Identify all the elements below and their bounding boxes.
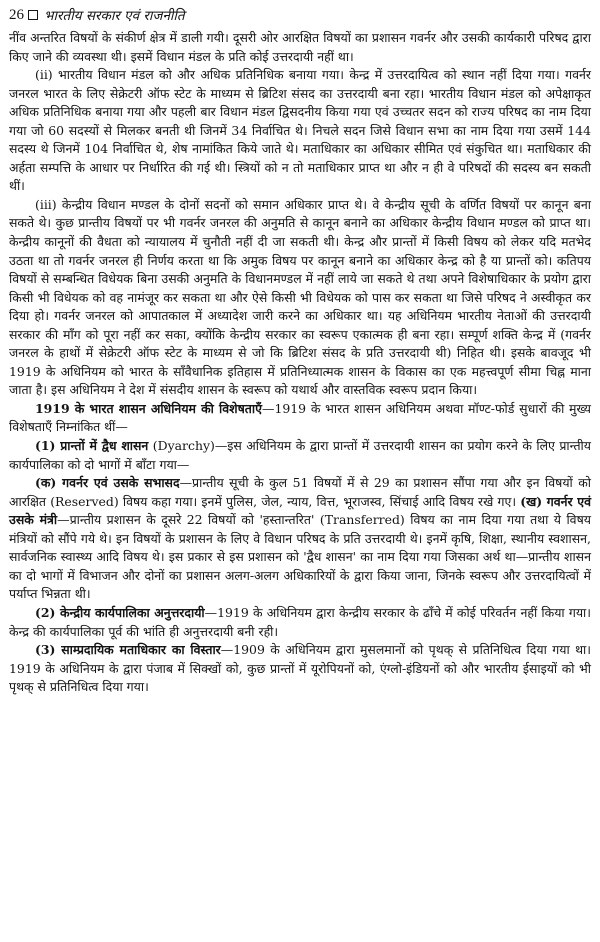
square-bullet-icon [28, 10, 38, 20]
paragraph-2: (ii) भारतीय विधान मंडल को और अधिक प्रतिनिधिक बनाया गया। केन्द्र में उत्तरदायित्व को स्थान नहीं दिया गया। गवर्नर जनरल भारत के लिए सेक्रेटरी ऑफ स्टेट के माध्यम से ब्रिटिश संसद का उत्तरदायी बना रहा। भारतीय विधान मंडल को अपेक्षाकृत अधिक प्रतिनिधिक बनाया गया और पहली बार विधान मंडल द्विसदनीय किया गया एवं उच्चतर सदन को राज्य परिषद का नाम दिया गया जो 60 सदस्यों से मिलकर बनती थी जिनमें 34 निर्वाचित थे। निचले सदन जिसे विधान सभा का नाम दिया गया उसमें 144 सदस्य थे जिनमें 104 निर्वाचित थे, शेष नामांकित किये जाते थे। मताधिकार का अधिकार सीमित एवं संकुचित था। मताधिकार की अर्हता सम्पत्ति के आधार पर निर्धारित की गई थी। स्त्रियों को न तो मताधिकार प्राप्त था और न ही वे परिषदों की सदस्य बन सकती थीं। [9, 67, 591, 194]
sub-point-a-heading: (क) गवर्नर एवं उसके सभासद [35, 475, 180, 491]
point-2-text: —1919 के अधिनियम द्वारा केन्द्रीय सरकार के ढाँचे में कोई परिवर्तन नहीं किया गया। केन्द्र की कार्यपालिका पूर्व की भांति ही अनुत्तरदायी बनी रही। [9, 604, 591, 639]
paragraph-5 [9, 437, 591, 474]
point-3-text: —1909 के अधिनियम द्वारा मुसलमानों को पृथक् से प्रतिनिधित्व दिया गया था। 1919 के अधिनियम के द्वारा पंजाब में सिक्खों को, कुछ प्रान्तों में यूरोपियनों को, एंग्लो-इंडियनों को और भारतीय ईसाइयों को भी पृथक् से प्रतिनिधित्व दिया गया। [9, 642, 591, 695]
point-1-heading: (1) प्रान्तों में द्वैध शासन [35, 438, 149, 454]
point-3-heading: (3) साम्प्रदायिक मताधिकार का विस्तार [35, 642, 221, 658]
point-1-text: (Dyarchy)—इस अधिनियम के द्वारा प्रान्तों में उत्तरदायी शासन का प्रयोग करने के लिए प्रान्तीय कार्यपालिका को दो भागों में बाँटा गया— [9, 438, 591, 472]
sub-point-a-text: —प्रान्तीय सूची के कुल 51 विषयों में से 29 का प्रशासन सौंपा गया और इन विषयों को आरक्षित (Reserved) विषय कहा गया। इनमें पुलिस, जेल, न्याय, वित्त, भूराजस्व, सिंचाई आदि विषय रखे गए। [9, 475, 591, 509]
paragraph-4 [9, 400, 591, 437]
running-title: भारतीय सरकार एवं राजनीति [44, 8, 185, 24]
sub-point-b-heading: (ख) गवर्नर एवं उसके मंत्री [9, 493, 591, 528]
sub-point-b-text: —प्रान्तीय प्रशासन के दूसरे 22 विषयों को 'हस्तान्तरित' (Transferred) विषय का नाम दिया गया तथा ये विषय मंत्रियों को सौंपे गये थे। इन विषयों के प्रशासन के लिए वे विधान परिषद के प्रति उत्तरदायी थे। इनमें कृषि, शिक्षा, स्थानीय स्वशासन, सार्वजनिक स्वास्थ्य आदि विषय थे। इस प्रकार से इस प्रशासन को 'द्वैध शासन' का नाम दिया गया जिसका अर्थ था—प्रान्तीय शासन का दो भागों में विभाजन और दोनों का प्रशासन अलग-अलग अधिकारियों के द्वारा किया जाना, जिनके स्वरूप और उत्तरदायित्वों में पर्याप्त भिन्नता थी। [9, 512, 591, 602]
point-2-heading: (2) केन्द्रीय कार्यपालिका अनुत्तरदायी [35, 604, 205, 620]
section-intro: —1919 के भारत शासन अधिनियम अथवा मॉण्ट-फोर्ड सुधारों की मुख्य विशेषताएँ निम्नांकित थीं— [9, 400, 591, 435]
page-number: 26 [9, 6, 24, 23]
paragraph-7 [9, 604, 591, 641]
section-heading: 1919 के भारत शासन अधिनियम की विशेषताएँ [35, 400, 262, 416]
paragraph-8 [9, 641, 591, 697]
paragraph-1: नींव अन्तरित विषयों के संकीर्ण क्षेत्र में डाली गयी। दूसरी ओर आरक्षित विषयों का प्रशासन गवर्नर और उसकी कार्यकारी परिषद द्वारा किए जाने की व्यवस्था थी। इसमें विधान मंडल के प्रति कोई उत्तरदायी नहीं था। [9, 30, 591, 64]
paragraph-6 [9, 474, 591, 604]
paragraph-3: (iii) केन्द्रीय विधान मण्डल के दोनों सदनों को समान अधिकार प्राप्त थे। वे केन्द्रीय सूची के वर्णित विषयों पर कानून बना सकते थे। कुछ प्रान्तीय विषयों पर भी गवर्नर जनरल की अनुमति से कानून बनाने का अधिकार केन्द्रीय विधान मण्डल को प्राप्त था। केन्द्रीय कानूनों की वैधता को न्यायालय में चुनौती नहीं दी जा सकती थी। केन्द्र और प्रान्तों में किसी विषय को लेकर यदि मतभेद उठता था तो गवर्नर जनरल ही निर्णय करता था कि अमुक विषय पर कानून बनाने का अधिकार केन्द्र को है या प्रान्तों को। कतिपय विषयों से सम्बन्धित विधेयक बिना उसकी अनुमति के विधानमण्डल में नहीं लाये जा सकते थे तथा अपने विशेषाधिकार के प्रयोग द्वारा किसी भी विधेयक को वह नामंजूर कर सकता था और ऐसे किसी भी विधेयक को पास कर सकता था जिसे परिषद ने अस्वीकृत कर दिया हो। गवर्नर जनरल को आपातकाल में अध्यादेश जारी करने का अधिकार था। यह अधिनियम भारतीय नेताओं की उत्तरदायी सरकार की माँग को पूरा नहीं कर सका, क्योंकि केन्द्रीय सरकार का स्वरूप एकात्मक ही बना रहा। सम्पूर्ण शक्ति केन्द्र में (गवर्नर जनरल के हाथों में सेक्रेटरी ऑफ स्टेट के माध्यम से जो कि ब्रिटिश संसद के प्रति उत्तरदायी थी) निहित थी। इसके बावजूद भी 1919 के अधिनियम को भारत के सॉंवैधानिक इतिहास में प्रतिनिध्यात्मक शासन के विकास का एक महत्त्वपूर्ण सीमा चिह्न माना जाता है। इस अधिनियम ने देश में संसदीय शासन के स्वरूप को यथार्थ और वास्तविक स्वरूप प्रदान किया। [9, 196, 591, 398]
page-header [9, 4, 591, 26]
